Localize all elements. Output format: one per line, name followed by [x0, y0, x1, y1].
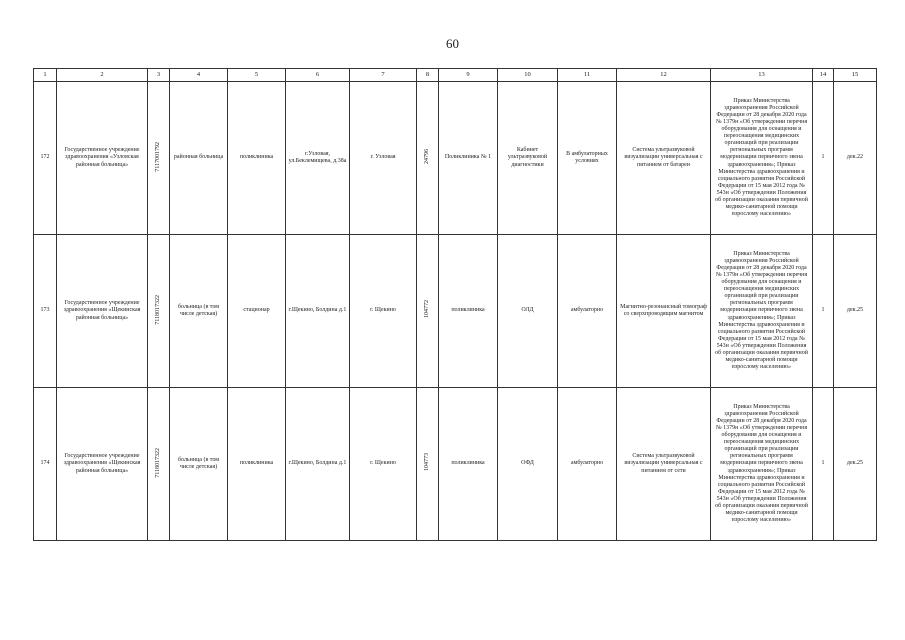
table-row: [34, 82, 877, 235]
deadline: дек.22: [834, 82, 877, 235]
column-header: 8: [417, 69, 439, 82]
equipment-name: Система ультразвуковой визуализации универсальная с питанием от батареи: [617, 82, 711, 235]
quantity: 1: [813, 235, 834, 388]
column-header: 11: [558, 69, 617, 82]
column-header: 1: [34, 69, 57, 82]
subdivision: ОФД: [498, 388, 558, 541]
equipment-name: Система ультразвуковой визуализации универсальная с питанием от сети: [617, 388, 711, 541]
row-number: 172: [34, 82, 57, 235]
institution-name: Государственное учреждение здравоохранения «Узловская районная больница»: [57, 82, 148, 235]
quantity: 1: [813, 82, 834, 235]
column-header: 4: [170, 69, 228, 82]
subdivision: ОЛД: [498, 235, 558, 388]
institution-name: Государственное учреждение здравоохранения «Щекинская районная больница»: [57, 235, 148, 388]
unit-type: поликлиника: [228, 82, 286, 235]
care-conditions: амбулаторно: [558, 388, 617, 541]
page-number: 60: [446, 36, 459, 51]
institution-type: больница (в том числе детская): [170, 235, 228, 388]
code: 104772: [423, 300, 430, 319]
column-header: 15: [834, 69, 877, 82]
address: г.Щекино, Болдина д.1: [286, 388, 350, 541]
locality: г. Щекино: [350, 235, 417, 388]
department: поликлиника: [439, 388, 498, 541]
equipment-name: Магнитно-резонансный томограф со сверхпроводящим магнитом: [617, 235, 711, 388]
column-header: 3: [148, 69, 170, 82]
column-header: 9: [439, 69, 498, 82]
deadline: дек.25: [834, 235, 877, 388]
unit-type: поликлиника: [228, 388, 286, 541]
column-header: 7: [350, 69, 417, 82]
quantity: 1: [813, 388, 834, 541]
institution-type: больница (в том числе детская): [170, 388, 228, 541]
address: г.Щекино, Болдина д.1: [286, 235, 350, 388]
code: 104773: [423, 453, 430, 472]
legal-basis: Приказ Министерства здравоохранения Российской Федерации от 28 декабря 2020 года № 1379н «Об утверждении перечня оборудования для оснащения и переоснащения медицинских организаций при реализации региональных программ модернизации первичного звена здравоохранения»; Приказ Министерства здравоохранения и социального развития Российской Федерации от 15 мая 2012 года № 543н «Об утверждении Положения об организации оказания первичной медико-санитарной помощи взрослому населению»: [711, 388, 813, 541]
tax-id: 7118017322: [154, 294, 161, 325]
legal-basis: Приказ Министерства здравоохранения Российской Федерации от 28 декабря 2020 года № 1379н «Об утверждении перечня оборудования для оснащения и переоснащения медицинских организаций при реализации региональных программ модернизации первичного звена здравоохранения»; Приказ Министерства здравоохранения и социального развития Российской Федерации от 15 мая 2012 года № 543н «Об утверждении Положения об организации оказания первичной медико-санитарной помощи взрослому населению»: [711, 82, 813, 235]
care-conditions: амбулаторно: [558, 235, 617, 388]
column-header: 5: [228, 69, 286, 82]
department: поликлиника: [439, 235, 498, 388]
column-header: 12: [617, 69, 711, 82]
table-row: [34, 388, 877, 541]
deadline: дек.25: [834, 388, 877, 541]
column-header: 13: [711, 69, 813, 82]
column-header: 6: [286, 69, 350, 82]
table-row: [34, 235, 877, 388]
unit-type: стационар: [228, 235, 286, 388]
column-header: 10: [498, 69, 558, 82]
subdivision: Кабинет ультразвуковой диагностики: [498, 82, 558, 235]
locality: г. Узловая: [350, 82, 417, 235]
tax-id: 7117001792: [154, 141, 161, 172]
legal-basis: Приказ Министерства здравоохранения Российской Федерации от 28 декабря 2020 года № 1379н «Об утверждении перечня оборудования для оснащения и переоснащения медицинских организаций при реализации региональных программ модернизации первичного звена здравоохранения»; Приказ Министерства здравоохранения и социального развития Российской Федерации от 15 мая 2012 года № 543н «Об утверждении Положения об организации оказания первичной медико-санитарной помощи взрослому населению»: [711, 235, 813, 388]
header-row: [34, 69, 877, 82]
locality: г. Щекино: [350, 388, 417, 541]
row-number: 173: [34, 235, 57, 388]
institution-name: Государственное учреждение здравоохранения «Щекинская районная больница»: [57, 388, 148, 541]
column-header: 2: [57, 69, 148, 82]
column-header: 14: [813, 69, 834, 82]
tax-id: 7118017322: [154, 447, 161, 478]
department: Поликлиника № 1: [439, 82, 498, 235]
code: 24796: [423, 148, 430, 164]
address: г.Узловая, ул.Беклемищева, д.38а: [286, 82, 350, 235]
row-number: 174: [34, 388, 57, 541]
care-conditions: В амбулаторных условиях: [558, 82, 617, 235]
institution-type: районная больница: [170, 82, 228, 235]
equipment-table: [33, 68, 877, 541]
